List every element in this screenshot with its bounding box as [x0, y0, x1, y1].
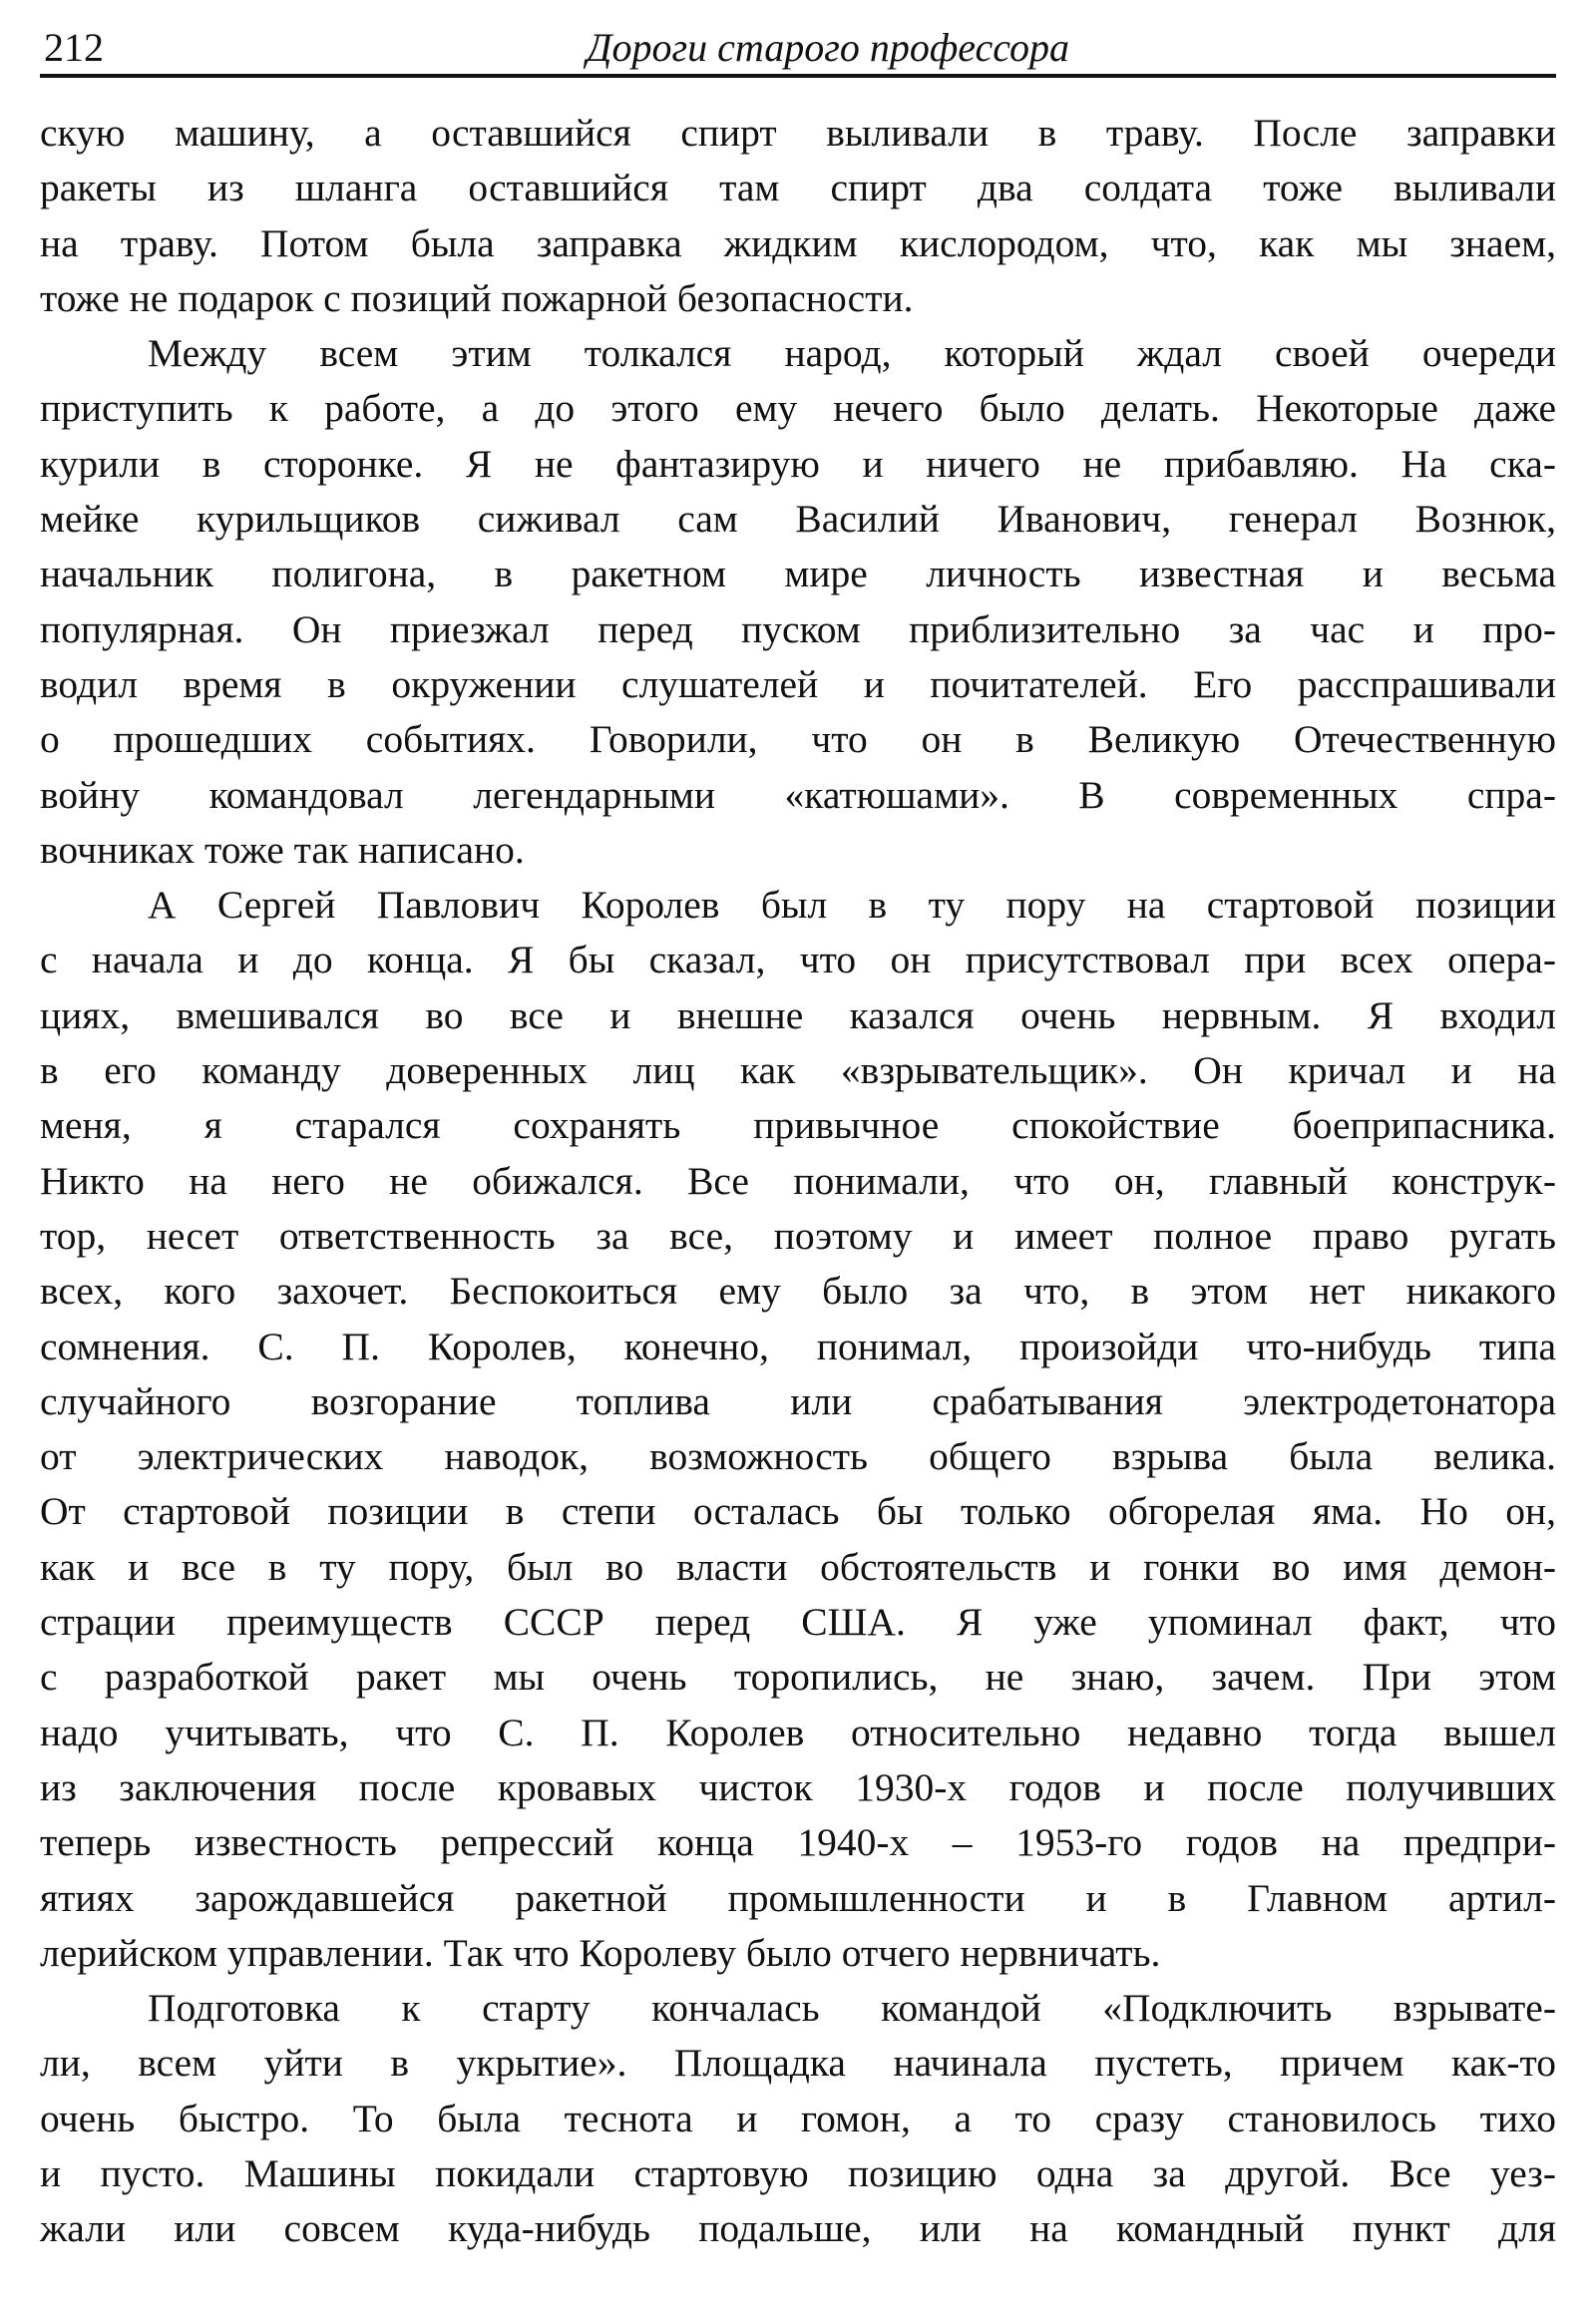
page-number: 212: [44, 25, 104, 70]
text-line: тор, несет ответственность за все, поэтому и имеет полное право ругать: [40, 1213, 1556, 1258]
text-line: ракеты из шланга оставшийся там спирт два солдата тоже выливали: [40, 166, 1556, 210]
text-line: случайного возгорание топлива или срабатывания электродетонатора: [40, 1378, 1556, 1423]
text-line: начальник полигона, в ракетном мире личность известная и весьма: [40, 552, 1556, 596]
page-body: [40, 106, 1556, 2257]
text-line: курили в сторонке. Я не фантазирую и ничего не прибавляю. На ска-: [40, 441, 1556, 486]
text-line: тоже не подарок с позиций пожарной безопасности.: [40, 275, 914, 320]
text-line: всех, кого захочет. Беспокоиться ему было за что, в этом нет никакого: [40, 1269, 1556, 1314]
text-line: водил время в окружении слушателей и почитателей. Его расспрашивали: [40, 661, 1556, 706]
running-title: Дороги старого профессора: [587, 25, 1069, 70]
text-line: Подготовка к старту кончалась командой «Подключить взрывате-: [148, 1986, 1556, 2031]
text-line: из заключения после кровавых чисток 1930-х годов и после получивших: [40, 1764, 1556, 1809]
text-line: Никто на него не обижался. Все понимали, что он, главный конструк-: [40, 1158, 1556, 1203]
text-line: на траву. Потом была заправка жидким кислородом, что, как мы знаем,: [40, 220, 1556, 265]
text-line: войну командовал легендарными «катюшами». В современных спра-: [40, 772, 1556, 817]
text-line: ли, всем уйти в укрытие». Площадка начинала пустеть, причем как-то: [40, 2041, 1556, 2086]
text-line: циях, вмешивался во все и внешне казался очень нервным. Я входил: [40, 992, 1556, 1037]
text-line: скую машину, а оставшийся спирт выливали в траву. После заправки: [40, 111, 1556, 155]
text-line: жали или совсем куда-нибудь подальше, или на командный пункт для: [40, 2206, 1556, 2251]
paragraph: [40, 106, 1556, 326]
text-line: сомнения. С. П. Королев, конечно, понимал, произойди что-нибудь типа: [40, 1324, 1556, 1368]
text-line: А Сергей Павлович Королев был в ту пору на стартовой позиции: [148, 883, 1556, 928]
text-line: Между всем этим толкался народ, который ждал своей очереди: [148, 331, 1556, 376]
text-line: очень быстро. То была теснота и гомон, а то сразу становилось тихо: [40, 2096, 1556, 2140]
text-line: о прошедших событиях. Говорили, что он в Великую Отечественную: [40, 717, 1556, 762]
text-line: мейке курильщиков сиживал сам Василий Иванович, генерал Вознюк,: [40, 497, 1556, 542]
paragraph: [40, 1981, 1556, 2256]
page-header: [40, 18, 1556, 78]
text-line: лерийском управлении. Так что Королеву было отчего нервничать.: [40, 1930, 1161, 1975]
text-line: надо учитывать, что С. П. Королев относительно недавно тогда вышел: [40, 1710, 1556, 1754]
text-line: популярная. Он приезжал перед пуском приблизительно за час и про-: [40, 606, 1556, 651]
text-line: как и все в ту пору, был во власти обстоятельств и гонки во имя демон-: [40, 1544, 1556, 1589]
paragraph: [40, 878, 1556, 1981]
paragraph: [40, 326, 1556, 878]
text-line: и пусто. Машины покидали стартовую позицию одна за другой. Все уез-: [40, 2150, 1556, 2195]
text-line: с начала и до конца. Я бы сказал, что он присутствовал при всех опера-: [40, 938, 1556, 982]
text-line: От стартовой позиции в степи осталась бы только обгорелая яма. Но он,: [40, 1489, 1556, 1534]
text-line: в его команду доверенных лиц как «взрывательщик». Он кричал и на: [40, 1048, 1556, 1093]
text-line: с разработкой ракет мы очень торопились, не знаю, зачем. При этом: [40, 1655, 1556, 1700]
book-page: [40, 18, 1556, 2257]
text-line: меня, я старался сохранять привычное спокойствие боеприпасника.: [40, 1103, 1556, 1148]
text-line: страции преимуществ СССР перед США. Я уже упоминал факт, что: [40, 1600, 1556, 1645]
text-line: теперь известность репрессий конца 1940-х – 1953-го годов на предпри-: [40, 1820, 1556, 1865]
text-line: от электрических наводок, возможность общего взрыва была велика.: [40, 1434, 1556, 1479]
text-line: ятиях зарождавшейся ракетной промышленности и в Главном артил-: [40, 1875, 1556, 1920]
text-line: вочниках тоже так написано.: [40, 827, 525, 872]
text-line: приступить к работе, а до этого ему нечего было делать. Некоторые даже: [40, 386, 1556, 431]
